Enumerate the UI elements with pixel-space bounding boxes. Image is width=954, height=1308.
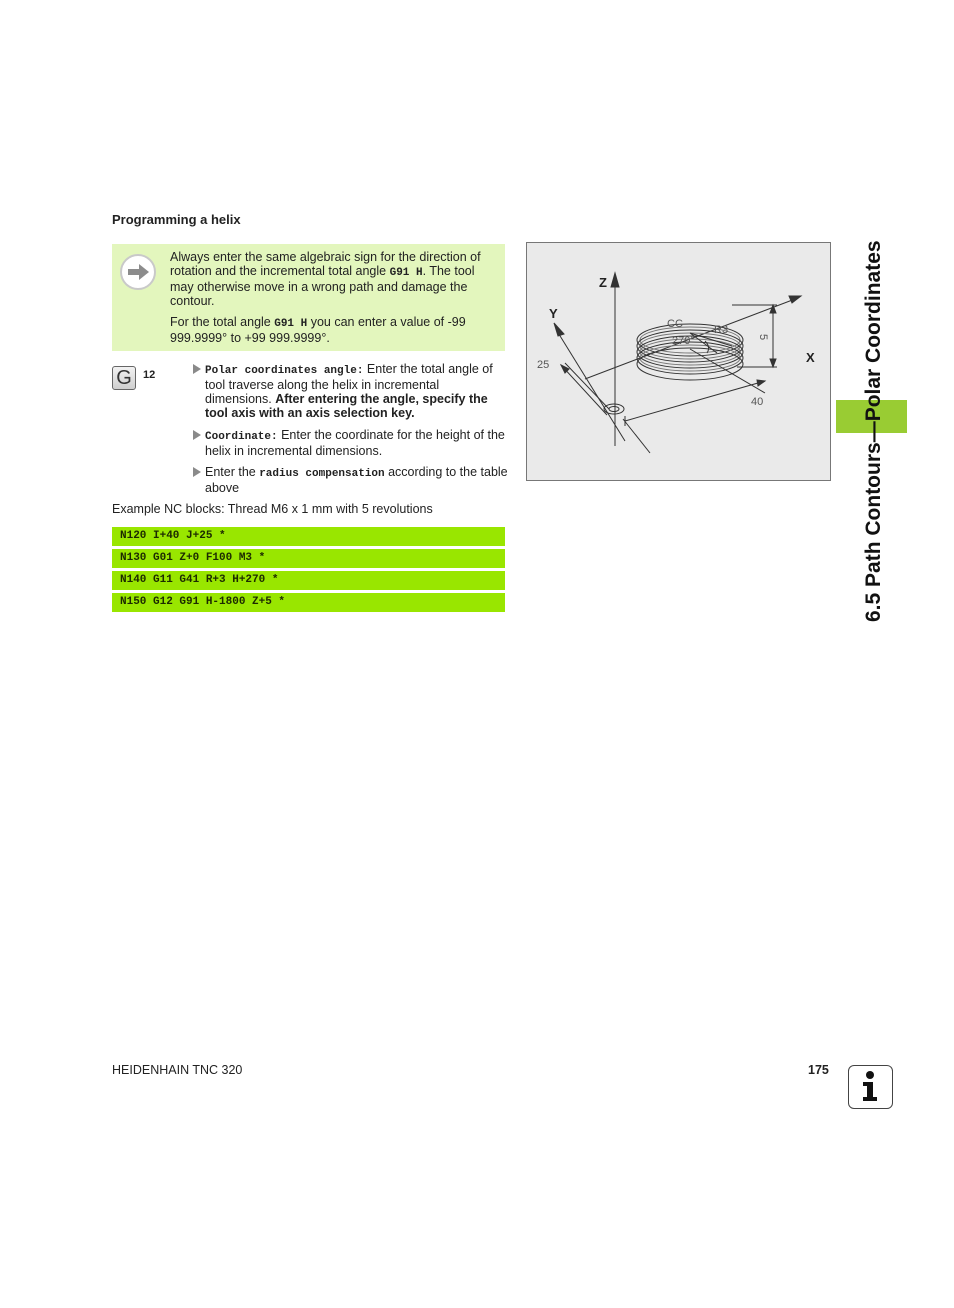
triangle-bullet-icon [193,430,201,440]
note-text: you can enter a value of -99 999.9999° to +99 999.9999°. [170,315,466,345]
nc-block: N130 G01 Z+0 F100 M3 * [112,549,505,568]
step-emphasis: After entering the angle, specify the tool axis with an axis selection key. [205,392,488,420]
step-text: Enter the [205,465,260,479]
note-paragraph-sign [170,250,498,308]
axis-x-label: X [806,350,815,365]
arrow-right-icon [120,254,156,290]
chapter-title: 6.5 Path Contours—Polar Coordinates [862,240,885,622]
triangle-bullet-icon [193,364,201,374]
cc-label: CC [667,318,683,330]
nc-block: N120 I+40 J+25 * [112,527,505,546]
step-text: according to the table above [205,465,508,495]
nc-block: N150 G12 G91 H-1800 Z+5 * [112,593,505,612]
section-heading: Programming a helix [112,212,241,227]
radius-label: R3 [714,324,729,336]
step-code: Polar coordinates angle: [205,365,364,377]
helix-diagram [527,243,830,480]
note-box [112,244,505,351]
info-icon [848,1065,893,1109]
step-radius-comp [193,465,508,495]
note-paragraph-range [170,315,498,345]
height-dim-label: 5 [757,333,770,341]
step-text: Enter the coordinate for the height of the helix in incremental dimensions. [205,428,505,458]
note-text: . The tool may otherwise move in a wrong path and damage the contour. [170,264,475,308]
note-code: G91 H [389,267,423,279]
axis-z-label: Z [599,275,607,290]
g-key-icon: G [112,366,136,390]
note-code: G91 H [274,318,308,330]
example-intro: Example NC blocks: Thread M6 x 1 mm with 5 revolutions [112,502,433,516]
g-function-number: 12 [143,369,156,381]
note-text: Always enter the same algebraic sign for the direction of rotation and the incremental total angle [170,250,481,278]
angle-label: 270° [672,335,695,347]
step-code: Coordinate: [205,431,278,443]
axis-y-label: Y [549,306,558,321]
step-coordinate [193,428,508,458]
note-text: For the total angle [170,315,275,329]
step-polar-angle [193,362,508,420]
page-number: 175 [808,1063,829,1077]
nc-block: N140 G11 G41 R+3 H+270 * [112,571,505,590]
helix-figure [526,242,831,481]
x-dim-label: 40 [751,396,764,408]
y-dim-label: 25 [537,359,550,371]
step-text: Enter the total angle of tool traverse along the helix in incremental dimensions. [205,362,493,406]
step-code: radius compensation [259,468,385,480]
triangle-bullet-icon [193,467,201,477]
footer-product: HEIDENHAIN TNC 320 [112,1063,243,1077]
